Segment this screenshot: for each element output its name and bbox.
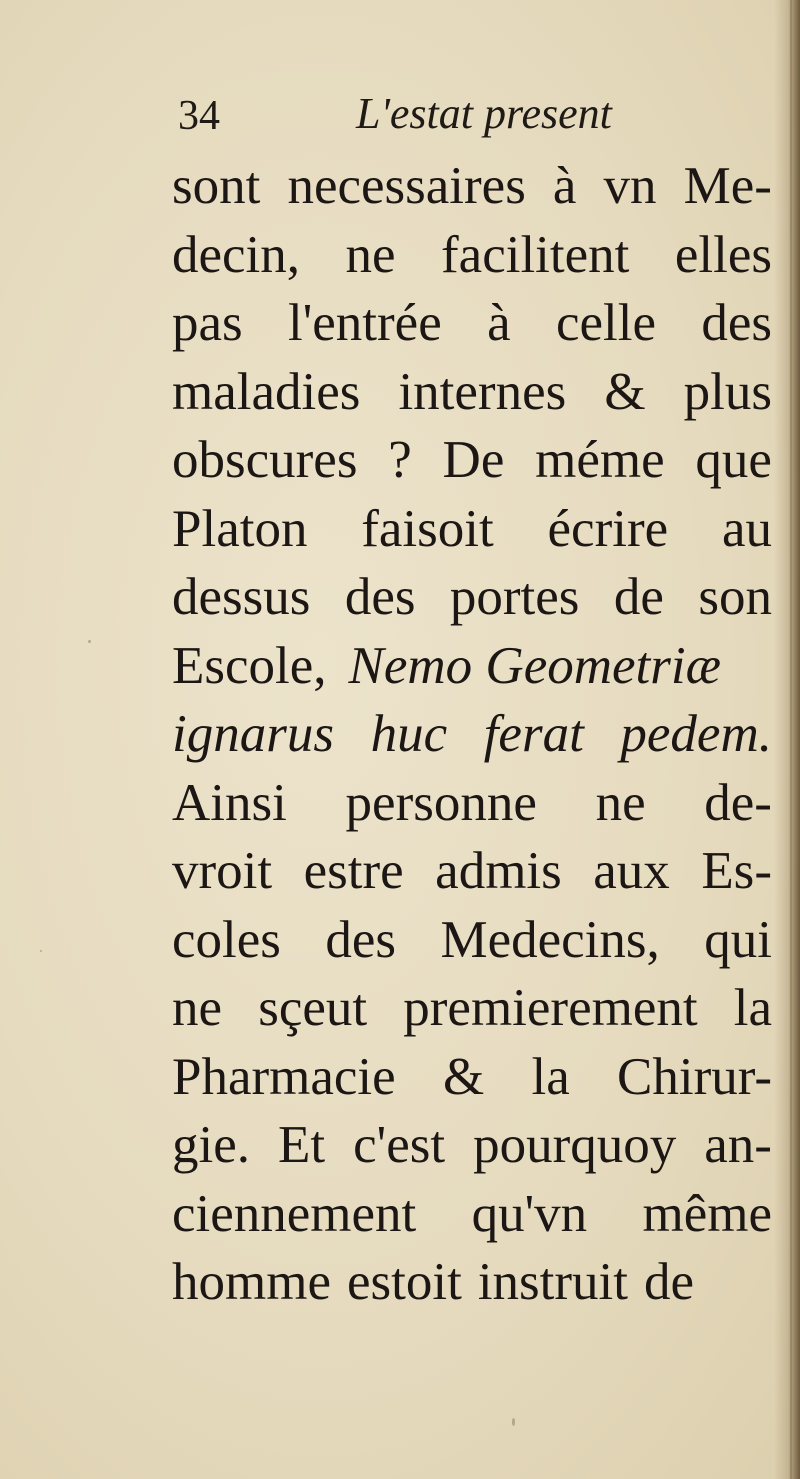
word: de	[613, 568, 664, 626]
text-line	[172, 358, 772, 427]
word: personne	[345, 773, 537, 832]
word: maladies	[172, 362, 361, 421]
text-line	[172, 974, 772, 1043]
word: huc	[370, 705, 448, 763]
word: Medecins,	[440, 910, 660, 969]
text-segment-roman: Escole,	[172, 636, 327, 695]
word: Et	[278, 1116, 326, 1174]
ink-speck	[88, 640, 91, 643]
word: vn	[603, 157, 657, 215]
word: an-	[704, 1116, 772, 1174]
word: faisoit	[361, 499, 494, 558]
page-header	[178, 88, 698, 148]
word: dessus	[172, 568, 311, 626]
word: facilitent	[441, 225, 630, 284]
word: pas	[172, 294, 243, 352]
word: écrire	[547, 499, 669, 558]
word: premierement	[403, 979, 698, 1037]
text-line	[172, 1043, 772, 1112]
word: des	[701, 294, 772, 352]
word: Ainsi	[172, 773, 287, 832]
text-line	[172, 769, 772, 838]
page-number: 34	[178, 93, 220, 139]
word: au	[721, 499, 772, 558]
word: ignarus	[172, 705, 334, 763]
word: ne	[345, 225, 396, 284]
text-line	[172, 289, 772, 358]
word: estre	[303, 842, 404, 900]
word: des	[344, 568, 416, 626]
word: ne	[595, 773, 646, 832]
word: vroit	[172, 842, 273, 900]
text-line	[172, 495, 772, 564]
text-line	[172, 1180, 772, 1249]
text-line	[172, 152, 772, 221]
word: que	[695, 431, 772, 489]
word: &	[442, 1047, 485, 1106]
word: Es-	[701, 842, 772, 900]
text-line-mixed	[172, 632, 772, 701]
word: de-	[704, 773, 772, 832]
word: à	[487, 294, 511, 352]
word: c'est	[353, 1116, 446, 1174]
page-edge	[790, 0, 792, 1479]
word: sont	[172, 157, 261, 215]
word: qu'vn	[471, 1184, 588, 1243]
text-line	[172, 426, 772, 495]
word: de	[644, 1253, 695, 1311]
word: Me-	[683, 157, 772, 215]
text-line	[172, 563, 772, 632]
word: obscures	[172, 431, 358, 489]
word: homme	[172, 1253, 331, 1311]
text-line	[172, 906, 772, 975]
word: Chirur-	[617, 1047, 772, 1106]
word: &	[604, 362, 646, 421]
word: à	[552, 157, 577, 215]
word: la	[531, 1047, 570, 1106]
text-line	[172, 1248, 772, 1317]
page-binding-shadow	[774, 0, 800, 1479]
word: même	[642, 1184, 772, 1243]
word: internes	[398, 362, 567, 421]
word: coles	[172, 910, 281, 969]
word: son	[698, 568, 772, 626]
text-line	[172, 221, 772, 290]
word: plus	[683, 362, 772, 421]
word: ne	[172, 979, 223, 1037]
word: elles	[674, 225, 772, 284]
word: admis	[435, 842, 562, 900]
word: pedem.	[620, 705, 772, 763]
word: De	[442, 431, 505, 489]
word: l'entrée	[288, 294, 442, 352]
text-line	[172, 837, 772, 906]
ink-speck	[40, 950, 42, 952]
word: decin,	[172, 225, 301, 284]
word: des	[325, 910, 397, 969]
word: celle	[555, 294, 656, 352]
body-text	[172, 152, 772, 1317]
word: la	[733, 979, 772, 1037]
word: ?	[388, 431, 412, 489]
word: aux	[593, 842, 670, 900]
text-line-italic	[172, 700, 772, 769]
word: pourquoy	[473, 1116, 677, 1174]
word: Platon	[172, 499, 308, 558]
text-segment-italic: Nemo Geometriæ	[348, 636, 721, 695]
word: ciennement	[172, 1184, 417, 1243]
word: gie.	[172, 1116, 250, 1174]
word: necessaires	[287, 157, 526, 215]
word: estoit	[346, 1253, 462, 1311]
word: portes	[449, 568, 580, 626]
word: Pharmacie	[172, 1047, 396, 1106]
running-title: L'estat present	[356, 89, 612, 138]
word: sçeut	[258, 979, 368, 1037]
word: qui	[704, 910, 772, 969]
word: ferat	[483, 705, 584, 763]
word: instruit	[477, 1253, 628, 1311]
text-line	[172, 1111, 772, 1180]
word: méme	[535, 431, 665, 489]
ink-speck	[512, 1418, 515, 1426]
